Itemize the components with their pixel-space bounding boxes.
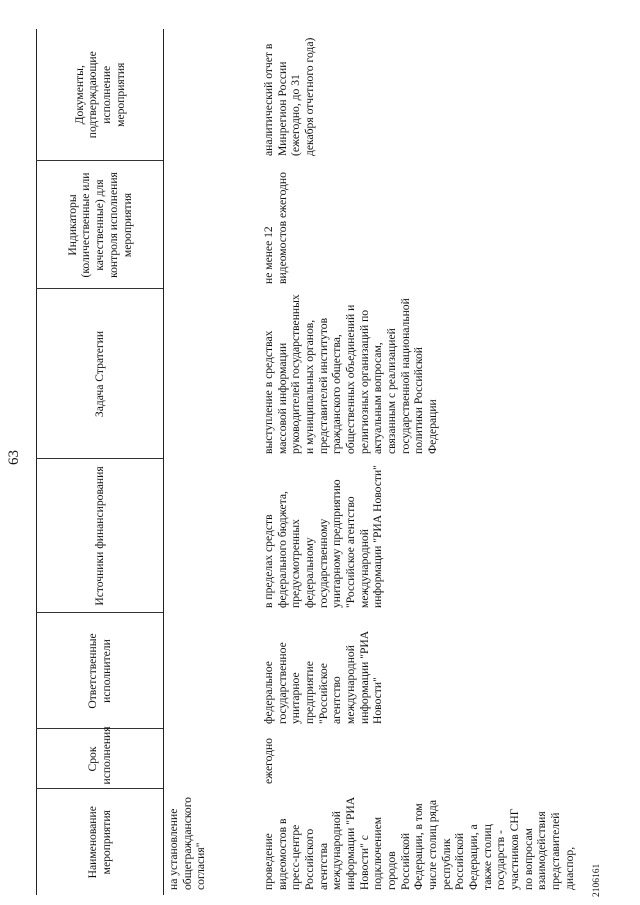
- header-financing: Источники финансирования: [37, 459, 164, 613]
- measures-table: [36, 29, 576, 895]
- header-term: Срок исполнения: [37, 729, 164, 789]
- cell-measure-name: проведение видеомостов в пресс-центре Российского агентства международной информации "РИА Новости" с подключением городов Российской Федерации, в том числе столиц ряда республик Российской Федерации, а также столиц государств - участников СНГ по вопросам взаимодействия представителей диаспор,: [262, 796, 576, 890]
- cell-documents: аналитический отчет в Минрегион России (ежегодно, до 31 декабря отчетного года): [262, 37, 317, 156]
- cell-term: ежегодно: [262, 738, 275, 784]
- page-number: 63: [6, 450, 22, 465]
- document-code: 2106161: [592, 863, 602, 897]
- header-executors: Ответственные исполнители: [37, 613, 164, 729]
- cell-executors: федеральное государственное унитарное предприятие "Российское агентство международной информации "РИА Новости": [262, 630, 385, 724]
- header-indicators: Индикаторы (количественные или качественные) для контроля исполнения мероприятия: [37, 161, 164, 289]
- header-documents: Документы, подтверждающие исполнение мероприятия: [37, 29, 164, 161]
- header-strategy-task: Задача Стратегии: [37, 289, 164, 459]
- table-row: [259, 29, 576, 895]
- table-header-row: [37, 29, 164, 895]
- cell-strategy-task: выступление в средствах массовой информации руководителей государственных и муниципальных органов, представителей институтов гражданского общества, общественных объединений и религиозных организаций по актуальным вопросам, связанным с реализацией государственной национальной политики Российской Федерации: [262, 294, 440, 454]
- continuation-text: на установление общегражданского согласия": [167, 797, 208, 890]
- cell-financing: в пределах средств федерального бюджета, предусмотренных федеральному государственному унитарному предприятию "Российское агентство международной информации "РИА Новости": [262, 465, 385, 608]
- cell-indicators: не менее 12 видеомостов ежегодно: [262, 172, 289, 284]
- header-measure-name: Наименование мероприятия: [37, 789, 164, 895]
- table-row-continuation: [164, 29, 260, 895]
